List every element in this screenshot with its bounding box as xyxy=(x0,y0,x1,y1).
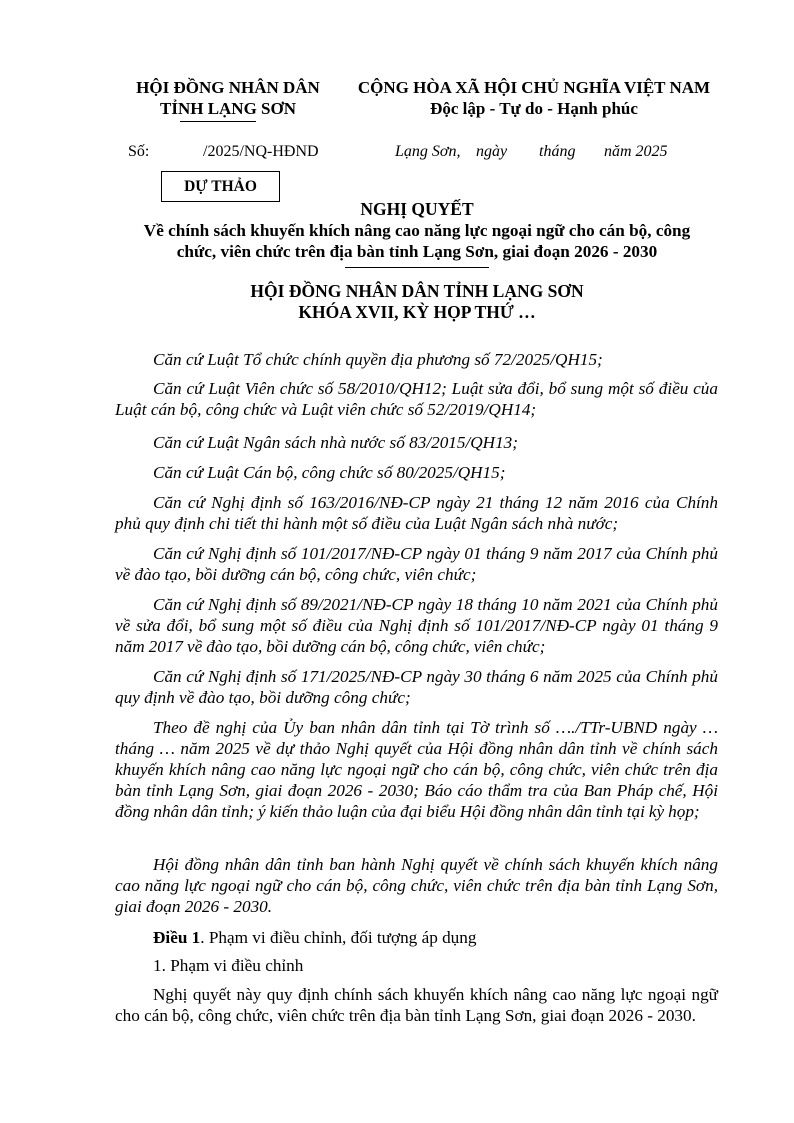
legal-basis-2: Căn cứ Luật Viên chức số 58/2010/QH12; Luật sửa đổi, bổ sung một số điều của Luật cán bộ, công chức và Luật viên chức số 52/2019/QH14; xyxy=(115,379,718,419)
proposal-paragraph: Theo đề nghị của Ủy ban nhân dân tỉnh tại Tờ trình số …./TTr-UBND ngày … tháng … năm 2025 về dự thảo Nghị quyết của Hội đồng nhân dân tỉnh về chính sách khuyến khích nâng cao năng lực ngoại ngữ cho cán bộ, công chức, viên chức trên địa bàn tỉnh Lạng Sơn, giai đoạn 2026 - 2030; Báo cáo thẩm tra của Ban Pháp chế, Hội đồng nhân dân tỉnh; ý kiến thảo luận của đại biểu Hội đồng nhân dân tỉnh tại kỳ họp; xyxy=(115,718,718,821)
document-type-title: NGHỊ QUYẾT xyxy=(360,199,474,219)
issue-day-label: ngày xyxy=(476,143,508,160)
legal-basis-3: Căn cứ Luật Ngân sách nhà nước số 83/2015/QH13; xyxy=(153,433,518,452)
draft-stamp: DỰ THẢO xyxy=(161,171,280,202)
issuance-paragraph: Hội đồng nhân dân tỉnh ban hành Nghị quyết về chính sách khuyến khích nâng cao năng lực ngoại ngữ cho cán bộ, công chức, viên chức trên địa bàn tỉnh Lạng Sơn, giai đoạn 2026 - 2030. xyxy=(115,855,718,916)
issue-month-label: tháng xyxy=(539,143,576,160)
legal-basis-5: Căn cứ Nghị định số 163/2016/NĐ-CP ngày 21 tháng 12 năm 2016 của Chính phủ quy định chi tiết thi hành một số điều của Luật Ngân sách nhà nước; xyxy=(115,493,718,533)
legal-basis-7: Căn cứ Nghị định số 89/2021/NĐ-CP ngày 18 tháng 10 năm 2021 của Chính phủ về sửa đổi, bổ sung một số điều của Nghị định số 101/2017/NĐ-CP ngày 01 tháng 9 năm 2017 về đào tạo, bồi dưỡng cán bộ, công chức, viên chức; xyxy=(115,595,718,656)
title-underline xyxy=(345,267,489,268)
issue-place: Lạng Sơn, xyxy=(395,143,461,160)
clause-1-heading: 1. Phạm vi điều chỉnh xyxy=(153,956,304,975)
issuer-name: HỘI ĐỒNG NHÂN DÂN xyxy=(136,78,320,97)
issuer-underline xyxy=(180,121,256,122)
legal-basis-1: Căn cứ Luật Tổ chức chính quyền địa phương số 72/2025/QH15; xyxy=(153,350,603,369)
article-1-heading xyxy=(153,927,476,948)
issuer-province: TỈNH LẠNG SƠN xyxy=(159,99,297,118)
document-number-label: Số: xyxy=(128,143,150,160)
council-session: KHÓA XVII, KỲ HỌP THỨ … xyxy=(298,302,536,322)
document-subtitle-line2: chức, viên chức trên địa bàn tỉnh Lạng Sơn, giai đoạn 2026 - 2030 xyxy=(176,242,658,261)
clause-1-text: Nghị quyết này quy định chính sách khuyến khích nâng cao năng lực ngoại ngữ cho cán bộ, công chức, viên chức trên địa bàn tỉnh Lạng Sơn, giai đoạn 2026 - 2030. xyxy=(115,985,718,1025)
national-title: CỘNG HÒA XÃ HỘI CHỦ NGHĨA VIỆT NAM xyxy=(357,78,711,97)
document-number: /2025/NQ-HĐND xyxy=(203,143,319,160)
issue-year: năm 2025 xyxy=(604,143,668,160)
legal-basis-4: Căn cứ Luật Cán bộ, công chức số 80/2025/QH15; xyxy=(153,463,506,482)
legal-basis-8: Căn cứ Nghị định số 171/2025/NĐ-CP ngày 30 tháng 6 năm 2025 của Chính phủ quy định về đào tạo, bồi dưỡng công chức; xyxy=(115,667,718,707)
document-subtitle-line1: Về chính sách khuyến khích nâng cao năng lực ngoại ngữ cho cán bộ, công xyxy=(143,221,691,240)
legal-basis-6: Căn cứ Nghị định số 101/2017/NĐ-CP ngày 01 tháng 9 năm 2017 của Chính phủ về đào tạo, bồi dưỡng cán bộ, công chức, viên chức; xyxy=(115,544,718,584)
article-1-label: Điều 1 xyxy=(153,928,201,947)
national-motto: Độc lập - Tự do - Hạnh phúc xyxy=(430,99,638,118)
article-1-title: . Phạm vi điều chỉnh, đối tượng áp dụng xyxy=(200,928,477,947)
council-heading: HỘI ĐỒNG NHÂN DÂN TỈNH LẠNG SƠN xyxy=(250,281,584,301)
